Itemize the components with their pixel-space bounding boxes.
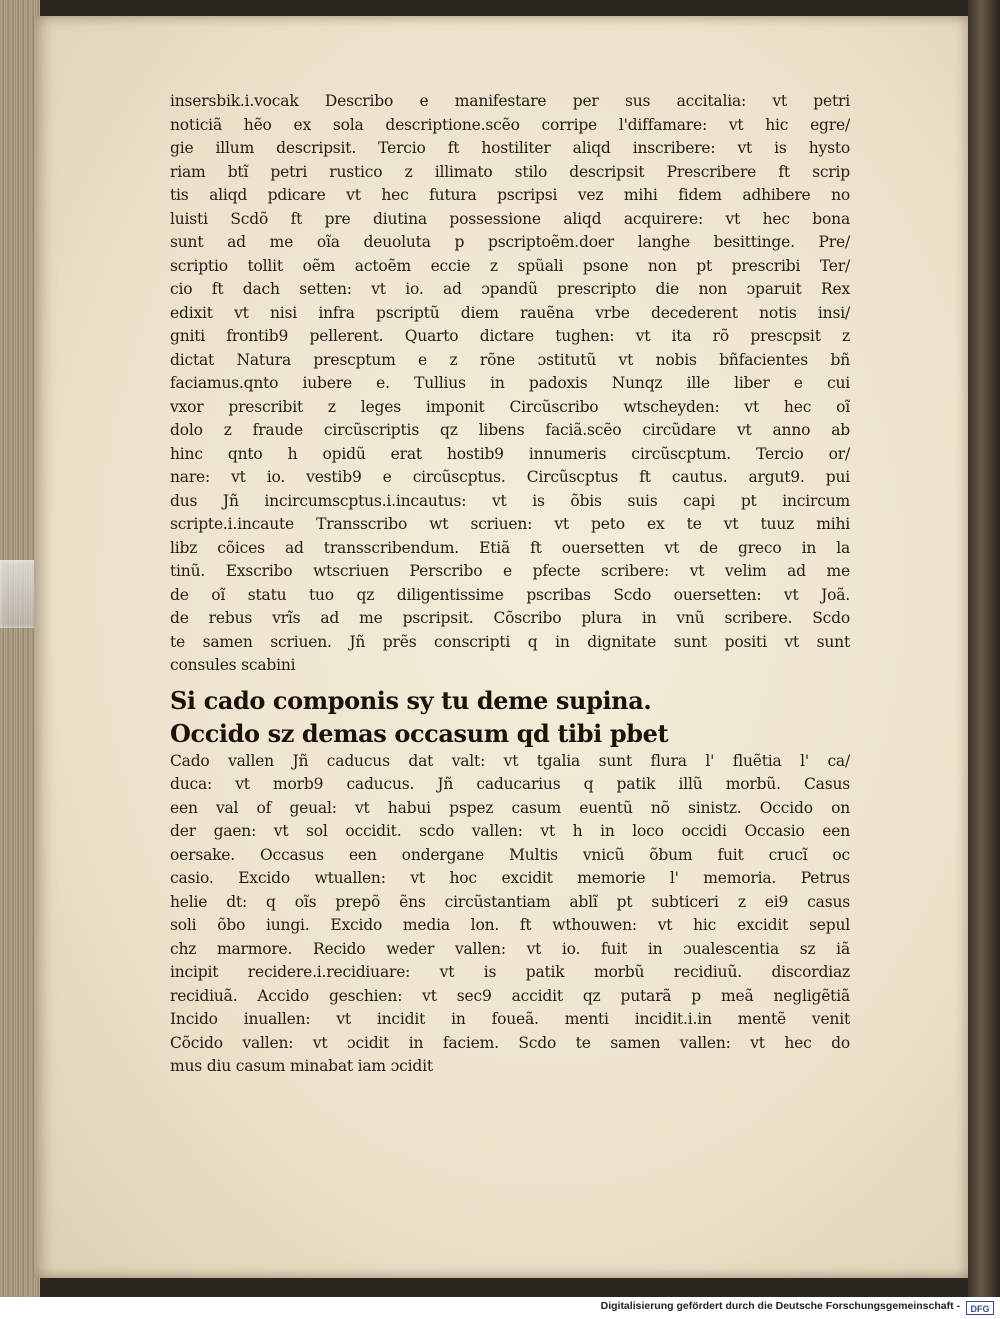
text-line: insersbik.i.vocak Describo e manifestare per sus accitalia: vt petri <box>170 92 850 110</box>
text-line: Incido inuallen: vt incidit in foueã. menti incidit.i.in mentẽ venit <box>170 1010 850 1028</box>
text-line: Cõcido vallen: vt ɔcidit in faciem. Scdo te samen vallen: vt hec do <box>170 1033 850 1052</box>
text-line: de oĩ statu tuo qz diligentissime pscribas Scdo ouersetten: vt Joã. <box>170 585 850 604</box>
text-line: luisti Scdõ ft pre diutina possessione aliqd acquirere: vt hec bona <box>170 209 850 228</box>
text-line: hinc qnto h opidũ erat hostib9 innumeris circũscptum. Tercio or/ <box>170 444 850 463</box>
text-line: chz marmore. Recido weder vallen: vt io. fuit in ɔualescentia sz iã <box>170 939 850 958</box>
binding-edge <box>968 0 1000 1297</box>
text-line: casio. Excido wtuallen: vt hoc excidit memorie l' memoria. Petrus <box>170 869 850 887</box>
text-line: der gaen: vt sol occidit. scdo vallen: vt h in loco occidi Occasio een <box>170 822 850 840</box>
text-line: recidiuã. Accido geschien: vt sec9 accidit qz putarã p meã negligẽtiã <box>170 986 850 1005</box>
text-section-2 <box>170 750 850 1079</box>
text-line: dictat Natura prescptum e z rõne ɔstitutũ vt nobis bñfacientes bñ <box>170 350 850 369</box>
text-line: tis aliqd pdicare vt hec futura pscripsi vez mihi fidem adhibere no <box>170 186 850 204</box>
verse-heading-2: Occido sz demas occasum qd tibi pbet <box>170 718 669 748</box>
text-line: gniti frontib9 pellerent. Quarto dictare tughen: vt ita rõ prescpsit z <box>170 327 850 345</box>
text-line: faciamus.qnto iubere e. Tullius in padoxis Nunqz ille liber e cui <box>170 374 850 392</box>
text-line: riam btĩ petri rustico z illimato stilo descripsit Prescribere ft scrip <box>170 162 850 181</box>
text-line: noticiã hẽo ex sola descriptione.scẽo corripe l'diffamare: vt hic egre/ <box>170 115 850 134</box>
text-section-1 <box>170 90 850 678</box>
page-text-block <box>170 90 850 1079</box>
dfg-logo: DFG <box>966 1301 994 1315</box>
text-line: scripte.i.incaute Transscribo wt scriuen: vt peto ex te vt tuuz mihi <box>170 515 850 533</box>
funding-credit: Digitalisierung gefördert durch die Deutsche Forschungsgemeinschaft - <box>600 1300 960 1312</box>
text-line: soli õbo iungi. Excido media lon. ft wthouwen: vt hic excidit sepul <box>170 916 850 934</box>
text-line: een val of geual: vt habui pspez casum euentũ nõ sinistz. Occido on <box>170 798 850 817</box>
text-line: cio ft dach setten: vt io. ad ɔpandũ prescripto die non ɔparuit Rex <box>170 280 850 298</box>
text-line: sunt ad me oĩa deuoluta p pscriptoẽm.doer langhe besittinge. Pre/ <box>170 233 850 251</box>
text-line: vxor prescribit z leges imponit Circũscribo wtscheyden: vt hec oĩ <box>170 397 850 416</box>
text-line: consules scabini <box>170 656 296 674</box>
verse-heading-1: Si cado componis sy tu deme supina. <box>170 685 652 715</box>
text-line: dolo z fraude circũscriptis qz libens faciã.scẽo circũdare vt anno ab <box>170 421 850 439</box>
text-line: edixit vt nisi infra pscriptũ diem rauẽna vrbe decederent notis insi/ <box>170 303 850 322</box>
text-line: Cado vallen Jñ caducus dat valt: vt tgalia sunt flura l' fluẽtia l' ca/ <box>170 751 850 770</box>
text-line: helie dt: q oĩs prepõ ẽns circũstantiam ablĩ pt subticeri z ei9 casus <box>170 892 850 911</box>
text-line: nare: vt io. vestib9 e circũscptus. Circũscptus ft cautus. argut9. pui <box>170 468 850 486</box>
text-line: mus diu casum minabat iam ɔcidit <box>170 1057 433 1075</box>
text-line: gie illum descripsit. Tercio ft hostiliter aliqd inscribere: vt is hysto <box>170 139 850 157</box>
text-line: libz cõices ad transscribendum. Etiã ft ouersetten vt de greco in la <box>170 538 850 557</box>
text-line: dus Jñ incircumscptus.i.incautus: vt is õbis suis capi pt incircum <box>170 491 850 510</box>
text-line: incipit recidere.i.recidiuare: vt is patik morbũ recidiuũ. discordiaz <box>170 963 850 981</box>
text-line: te samen scriuen. Jñ prẽs conscripti q in dignitate sunt positi vt sunt <box>170 632 850 651</box>
footer-bar <box>0 1297 1000 1319</box>
text-line: oersake. Occasus een ondergane Multis vnicũ õbum fuit crucĩ oc <box>170 845 850 864</box>
text-line: duca: vt morb9 caducus. Jñ caducarius q patik illũ morbũ. Casus <box>170 775 850 793</box>
text-line: de rebus vrĩs ad me pscripsit. Cõscribo plura in vnũ scribere. Scdo <box>170 609 850 627</box>
text-line: tinũ. Exscribo wtscriuen Perscribo e pfecte scribere: vt velim ad me <box>170 562 850 580</box>
text-line: scriptio tollit oẽm actoẽm eccie z spũali psone non pt prescribi Ter/ <box>170 256 850 275</box>
